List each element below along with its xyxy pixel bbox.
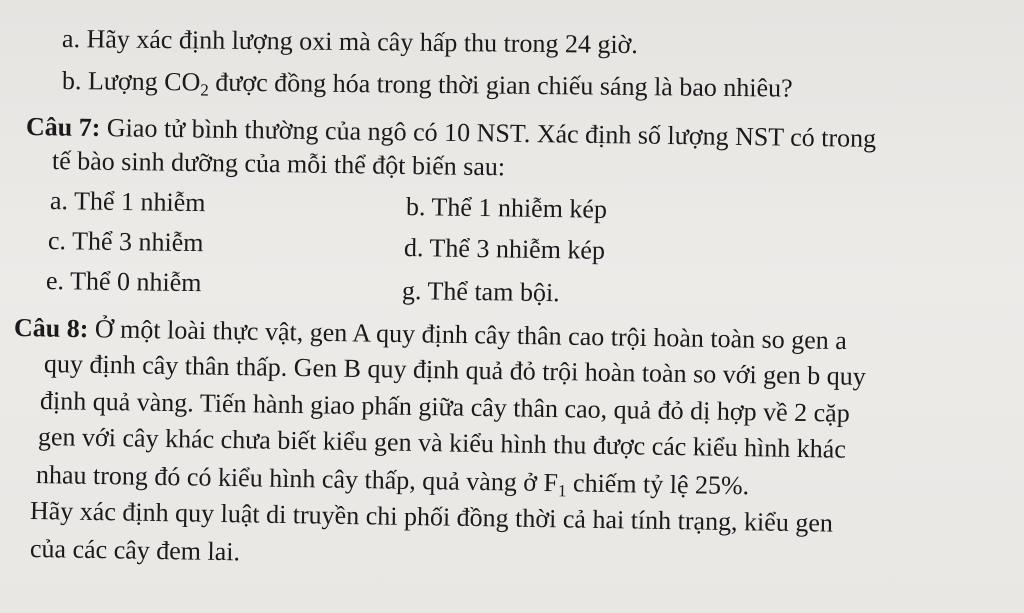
question-6b — [62, 66, 793, 104]
question-7-line-2 — [52, 146, 506, 182]
question-8-text-line-3: định quả vàng. Tiến hành giao phấn giữa cây thân cao, quả đỏ dị hợp về 2 cặp — [39, 386, 850, 428]
co2-subscript: 2 — [200, 80, 209, 100]
question-8-text-line-6: Hãy xác định quy luật di truyền chi phối đồng thời cả hai tính trạng, kiểu gen — [29, 496, 834, 538]
option-b-text: b. Thể 1 nhiễm kép — [405, 192, 608, 224]
question-6b-text-post: được đồng hóa trong thời gian chiếu sáng là bao nhiêu? — [208, 67, 793, 103]
question-8-line-3 — [40, 386, 850, 429]
question-7-text: Giao tử bình thường của ngô có 10 NST. Xác định số lượng NST có trong — [100, 113, 877, 153]
f1-subscript: 1 — [557, 481, 567, 501]
question-8-text: Ở một loài thực vật, gen A quy định cây thân cao trội hoàn toàn so gen a — [88, 314, 848, 356]
option-a — [50, 186, 206, 218]
option-a-text: a. Thể 1 nhiễm — [49, 186, 206, 218]
option-d-text: d. Thể 3 nhiễm kép — [403, 233, 606, 265]
question-8-line-2 — [44, 349, 866, 392]
question-6b-text-pre: b. Lượng CO — [61, 66, 201, 97]
question-7-text-line-2: tế bào sinh dưỡng của mỗi thể đột biến sau: — [51, 146, 506, 182]
option-c — [48, 226, 204, 258]
question-8-label: Câu 8: — [13, 313, 89, 344]
question-8-line-6 — [30, 496, 833, 539]
option-g — [402, 276, 560, 308]
bleed-through-texture — [760, 40, 765, 63]
question-8-text-line-5-post: chiếm tỷ lệ 25%. — [566, 468, 750, 501]
option-g-text: g. Thể tam bội. — [401, 276, 560, 308]
option-b — [406, 192, 607, 225]
question-8-text-line-4: gen với cây khác chưa biết kiểu gen và kiểu hình thu được các kiểu hình khác — [37, 422, 847, 464]
question-8-text-line-7: của các cây đem lai. — [29, 534, 241, 567]
question-7-label: Câu 7: — [25, 112, 101, 143]
question-8-text-line-5-pre: nhau trong đó có kiểu hình cây thấp, quả vàng ở F — [35, 460, 559, 498]
question-6a-text: a. Hãy xác định lượng oxi mà cây hấp thu trong 24 giờ. — [61, 24, 639, 60]
question-6a — [62, 24, 638, 60]
question-8-line-4 — [38, 422, 846, 465]
question-8-line-7 — [30, 534, 240, 567]
question-8-line-5 — [36, 460, 750, 501]
option-e — [46, 266, 202, 298]
option-d — [404, 233, 605, 266]
option-e-text: e. Thể 0 nhiễm — [45, 266, 202, 298]
question-8-text-line-2: quy định cây thân thấp. Gen B quy định quả đỏ trội hoàn toàn so với gen b quy — [43, 349, 866, 391]
option-c-text: c. Thể 3 nhiễm — [47, 226, 204, 258]
